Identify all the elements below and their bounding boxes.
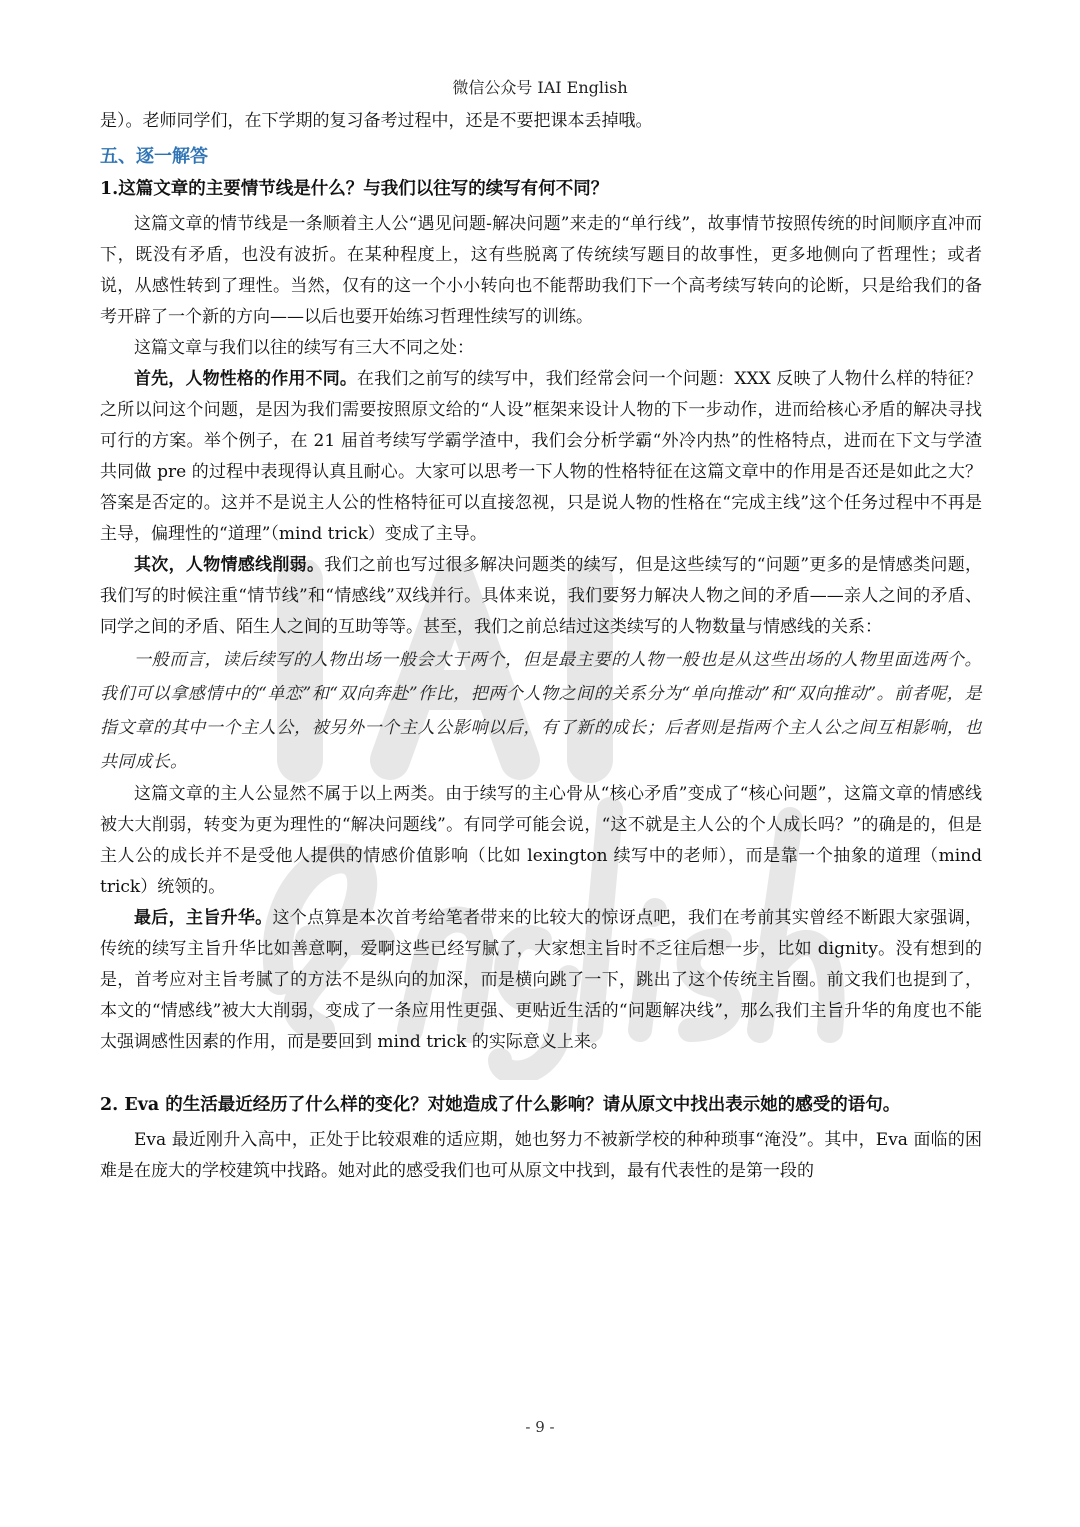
point-third-lead: 最后，主旨升华。 [134, 908, 273, 928]
answer-1-paragraph-4 [100, 550, 982, 643]
point-first-lead: 首先，人物性格的作用不同。 [134, 369, 358, 389]
page-header: 微信公众号 IAI English [452, 78, 628, 97]
point-second-body: 我们之前也写过很多解决问题类的续写，但是这些续写的“问题”更多的是情感类问题，我们写的时候注重“情节线”和“情感线”双线并行。具体来说，我们要努力解决人物之间的矛盾——亲人之间的矛盾、同学之间的矛盾、陌生人之间的互助等等。甚至，我们之前总结过这类续写的人物数量与情感线的关系： [100, 555, 982, 637]
section-heading: 五、逐一解答 [100, 146, 208, 167]
paragraph-continuation: 是）。老师同学们，在下学期的复习备考过程中，还是不要把课本丢掉哦。 [100, 111, 653, 131]
quoted-summary: 一般而言，读后续写的人物出场一般会大于两个，但是最主要的人物一般也是从这些出场的人物里面选两个。我们可以拿感情中的“单恋”和“双向奔赴”作比，把两个人物之间的关系分为“单向推动”和“双向推动”。前者呢，是指文章的其中一个主人公，被另外一个主人公影响以后，有了新的成长；后者则是指两个主人公之间互相影响，也共同成长。 [100, 650, 982, 772]
document-body [100, 106, 982, 1187]
answer-1-paragraph-2: 这篇文章与我们以往的续写有三大不同之处： [134, 338, 474, 358]
answer-1-paragraph-6 [100, 903, 982, 1058]
question-1-heading: 1.这篇文章的主要情节线是什么？与我们以往写的续写有何不同？ [100, 179, 609, 199]
answer-1-paragraph-5: 这篇文章的主人公显然不属于以上两类。由于续写的主心骨从“核心矛盾”变成了“核心问题”，这篇文章的情感线被大大削弱，转变为更为理性的“解决问题线”。有同学可能会说，“这不就是主人公的个人成长吗？”的确是的，但是主人公的成长并不是受他人提供的情感价值影响（比如 lexington 续写中的老师），而是靠一个抽象的道理（mind trick）统领的。 [100, 784, 982, 897]
answer-1-paragraph-3 [100, 364, 982, 550]
question-2-heading: 2. Eva 的生活最近经历了什么样的变化？对她造成了什么影响？请从原文中找出表示她的感受的语句。 [100, 1095, 901, 1115]
point-third-body: 这个点算是本次首考给笔者带来的比较大的惊讶点吧，我们在考前其实曾经不断跟大家强调，传统的续写主旨升华比如善意啊，爱啊这些已经写腻了，大家想主旨时不乏往后想一步，比如 dignity。没有想到的是，首考应对主旨考腻了的方法不是纵向的加深，而是横向跳了一下，跳出了这个传统主旨圈。前文我们也提到了，本文的“情感线”被大大削弱，变成了一条应用性更强、更贴近生活的“问题解决线”，那么我们主旨升华的角度也不能太强调感性因素的作用，而是要回到 mind trick 的实际意义上来。 [100, 908, 982, 1052]
answer-2-paragraph-1: Eva 最近刚升入高中，正处于比较艰难的适应期，她也努力不被新学校的种种琐事“淹没”。其中，Eva 面临的困难是在庞大的学校建筑中找路。她对此的感受我们也可从原文中找到，最有代表性的是第一段的 [100, 1130, 982, 1181]
point-first-body: 在我们之前写的续写中，我们经常会问一个问题：XXX 反映了人物什么样的特征？之所以问这个问题，是因为我们需要按照原文给的“人设”框架来设计人物的下一步动作，进而给核心矛盾的解决寻找可行的方案。举个例子，在 21 届首考续写学霸学渣中，我们会分析学霸“外冷内热”的性格特点，进而在下文与学渣共同做 pre 的过程中表现得认真且耐心。大家可以思考一下人物的性格特征在这篇文章中的作用是否还是如此之大？答案是否定的。这并不是说主人公的性格特征可以直接忽视，只是说人物的性格在“完成主线”这个任务过程中不再是主导，偏理性的“道理”（mind trick）变成了主导。 [100, 369, 982, 544]
answer-1-paragraph-1: 这篇文章的情节线是一条顺着主人公“遇见问题-解决问题”来走的“单行线”，故事情节按照传统的时间顺序直冲而下，既没有矛盾，也没有波折。在某种程度上，这有些脱离了传统续写题目的故事性，更多地侧向了哲理性；或者说，从感性转到了理性。当然，仅有的这一个小小转向也不能帮助我们下一个高考续写转向的论断，只是给我们的备考开辟了一个新的方向——以后也要开始练习哲理性续写的训练。 [100, 214, 982, 327]
point-second-lead: 其次，人物情感线削弱。 [134, 555, 325, 575]
page-number: - 9 - [525, 1418, 555, 1436]
